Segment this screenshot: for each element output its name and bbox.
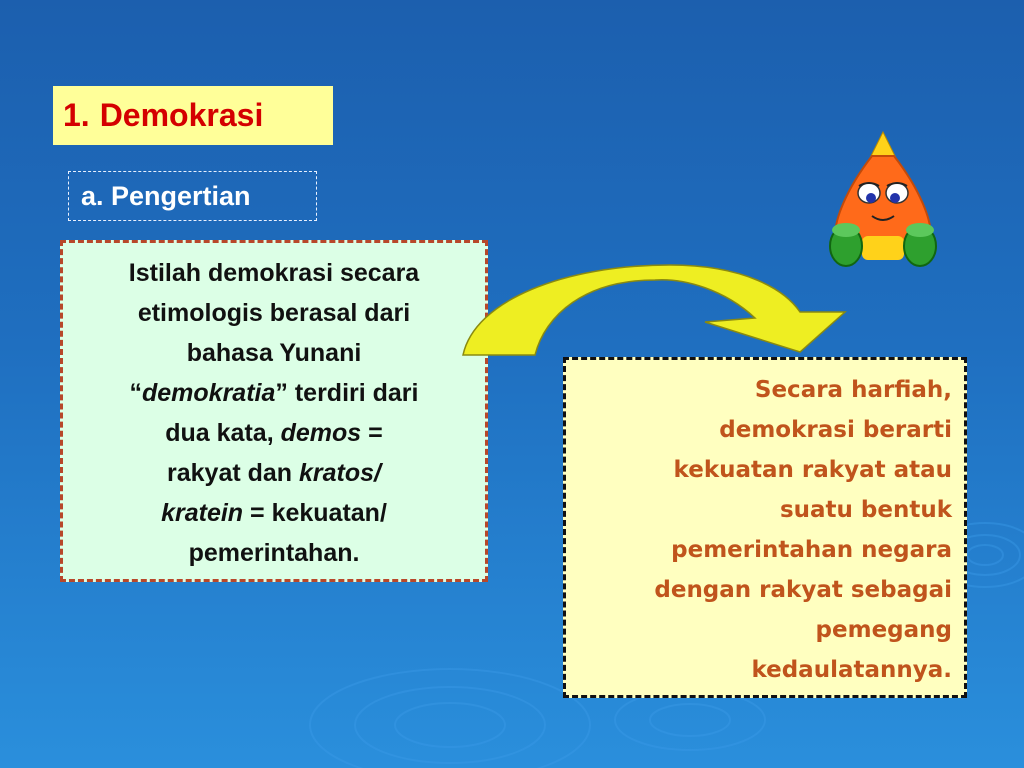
term-kratos: kratos/ xyxy=(299,459,381,487)
etymology-line: bahasa Yunani xyxy=(186,339,362,367)
etymology-text: = xyxy=(361,419,383,447)
etymology-text: rakyat dan xyxy=(167,459,300,487)
etymology-line: Istilah demokrasi secara xyxy=(128,259,420,287)
literal-line: Secara harfiah, xyxy=(754,377,952,403)
subtitle: a. Pengertian xyxy=(81,180,251,211)
quote-close: ” xyxy=(275,379,288,407)
title-number: 1. xyxy=(63,97,90,133)
etymology-line xyxy=(75,413,473,453)
literal-line: demokrasi berarti xyxy=(719,417,952,443)
etymology-line: etimologis berasal dari xyxy=(137,299,411,327)
literal-line: pemegang xyxy=(815,617,952,643)
literal-line: kedaulatannya. xyxy=(751,657,952,683)
etymology-line: pemerintahan. xyxy=(188,539,360,567)
literal-line: suatu bentuk xyxy=(779,497,952,523)
etymology-line xyxy=(75,373,473,413)
subtitle-box xyxy=(68,171,317,221)
literal-line: dengan rakyat sebagai xyxy=(654,577,952,603)
term-demos: demos xyxy=(280,419,362,447)
quote-open: “ xyxy=(129,379,142,407)
definition-box-literal xyxy=(563,357,967,698)
literal-line: pemerintahan negara xyxy=(671,537,952,563)
etymology-text: = kekuatan/ xyxy=(243,499,387,527)
etymology-text: dua kata, xyxy=(165,419,281,447)
etymology-line xyxy=(75,493,473,533)
term-kratein: kratein xyxy=(161,499,244,527)
cartoon-mascot-icon xyxy=(822,128,944,276)
term-demokratia: demokratia xyxy=(142,379,276,407)
literal-line: kekuatan rakyat atau xyxy=(673,457,952,483)
definition-box-etymology xyxy=(60,240,488,582)
title-box xyxy=(53,86,333,145)
etymology-text: terdiri dari xyxy=(287,379,419,407)
etymology-line xyxy=(75,453,473,493)
page-title: Demokrasi xyxy=(99,97,264,133)
